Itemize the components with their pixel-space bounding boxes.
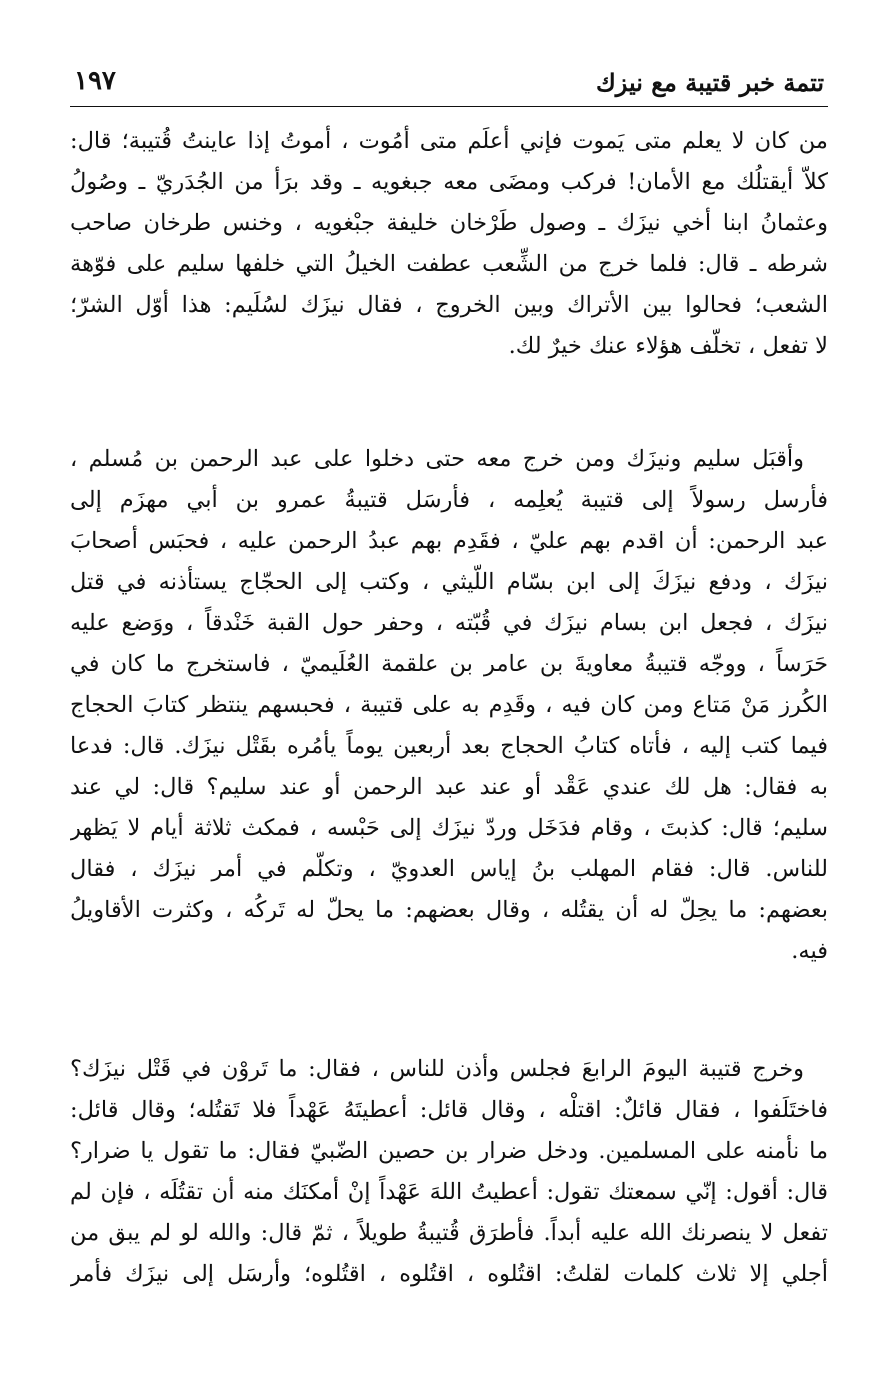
paragraph-3 bbox=[70, 1049, 828, 1295]
text-line: عبد الرحمن: أن اقدم بهم عليّ ، فقَدِم بهم عبدُ الرحمن عليه ، فحبَس أصحابَ bbox=[70, 528, 828, 554]
paragraph-1 bbox=[70, 121, 828, 367]
text-line: سليم؛ قال: كذبتَ ، وقام فدَخَل وردّ نيزَك إلى حَبْسه ، فمكث ثلاثة أيام لا يَظهر bbox=[70, 815, 828, 841]
text-line: نيزَك ، ودفع نيزَكَ إلى ابن بسّام اللّيثي ، وكتب إلى الحجّاج يستأذنه في قتل bbox=[70, 569, 828, 595]
text-line: ما نأمنه على المسلمين. ودخل ضرار بن حصين الضّبيّ فقال: ما تقول يا ضرار؟ bbox=[70, 1138, 828, 1164]
text-line: بعضهم: ما يحِلّ له أن يقتُله ، وقال بعضهم: ما يحلّ له تَركُه ، وكثرت الأقاويلُ bbox=[70, 897, 828, 923]
paragraph-gap bbox=[70, 972, 828, 1049]
text-line: فاختَلَفوا ، فقال قائلٌ: اقتلْه ، وقال قائل: أعطيتَهُ عَهْداً فلا تَقتُله؛ وقال قائل: bbox=[70, 1097, 828, 1123]
text-line: فيه. bbox=[791, 938, 828, 964]
text-line: الشعب؛ فحالوا بين الأتراك وبين الخروج ، فقال نيزَك لسُلَيم: هذا أوّل الشرّ؛ bbox=[70, 292, 828, 318]
text-line: فيما كتب إليه ، فأتاه كتابُ الحجاج بعد أربعين يوماً يأمُره بقَتْل نيزَك. قال: فدعا bbox=[70, 733, 828, 759]
book-page bbox=[70, 60, 828, 1360]
text-line: من كان لا يعلم متى يَموت فإني أعلَم متى أمُوت ، أموتُ إذا عاينتُ قُتيبة؛ قال: bbox=[70, 128, 828, 154]
text-line: الكُرز مَنْ مَتاع ومن كان فيه ، وقَدِم به على قتيبة ، فحبسهم ينتظر كتابَ الحجاج bbox=[70, 692, 828, 718]
text-line: للناس. قال: فقام المهلب بنُ إياس العدويّ ، وتكلّم في أمر نيزَك ، فقال bbox=[70, 856, 828, 882]
text-line: أجلي إلا ثلاث كلمات لقلتُ: اقتُلوه ، اقتُلوه ، اقتُلوه؛ وأرسَل إلى نيزَك فأمر bbox=[70, 1261, 828, 1287]
text-line: وعثمانُ ابنا أخي نيزَك ـ وصول طَرْخان خليفة جبْغويه ، وخنس طرخان صاحب bbox=[70, 210, 828, 236]
text-line: شرطه ـ قال: فلما خرج من الشِّعب عطفت الخيلُ التي خلفها سليم على فوّهة bbox=[70, 251, 828, 277]
text-line: قال: أقول: إنّي سمعتك تقول: أعطيتُ اللهَ عَهْداً إنْ أمكنَك منه أن تقتُلَه ، فإن لم bbox=[70, 1179, 828, 1205]
body-text bbox=[70, 121, 828, 1295]
text-line: فأرسل رسولاً إلى قتيبة يُعلِمه ، فأرسَل قتيبةُ عمرو بن أبي مهزَم إلى bbox=[70, 487, 828, 513]
text-line: وخرج قتيبة اليومَ الرابعَ فجلس وأذن للناس ، فقال: ما تَروْن في قَتْل نيزَك؟ bbox=[70, 1056, 804, 1082]
paragraph-2 bbox=[70, 439, 828, 972]
text-line: وأقبَل سليم ونيزَك ومن خرج معه حتى دخلوا على عبد الرحمن بن مُسلم ، bbox=[70, 446, 804, 472]
page-header bbox=[70, 60, 828, 107]
text-line: تفعل لا ينصرنك الله عليه أبداً. فأطرَق قُتيبةُ طويلاً ، ثمّ قال: والله لو لم يبق من bbox=[70, 1220, 828, 1246]
running-title: تتمة خبر قتيبة مع نيزك bbox=[595, 68, 824, 97]
text-line: لا تفعل ، تخلّف هؤلاء عنك خيرٌ لك. bbox=[508, 333, 828, 359]
page-number: ١٩٧ bbox=[74, 66, 116, 96]
text-line: نيزَك ، فجعل ابن بسام نيزَك في قُبّته ، وحفر حول القبة خَنْدقاً ، ووَضع عليه bbox=[70, 610, 828, 636]
text-line: حَرَساً ، ووجّه قتيبةُ معاويةَ بن عامر بن علقمة العُلَيميّ ، فاستخرج ما كان في bbox=[70, 651, 828, 677]
text-line: كلاّ أيقتلُك مع الأمان! فركب ومضَى معه جبغويه ـ وقد برَأ من الجُدَريّ ـ وصُولُ bbox=[70, 169, 828, 195]
text-line: به فقال: هل لك عندي عَقْد أو عند عبد الرحمن أو عند سليم؟ قال: لي عند bbox=[70, 774, 828, 800]
paragraph-gap bbox=[70, 367, 828, 439]
